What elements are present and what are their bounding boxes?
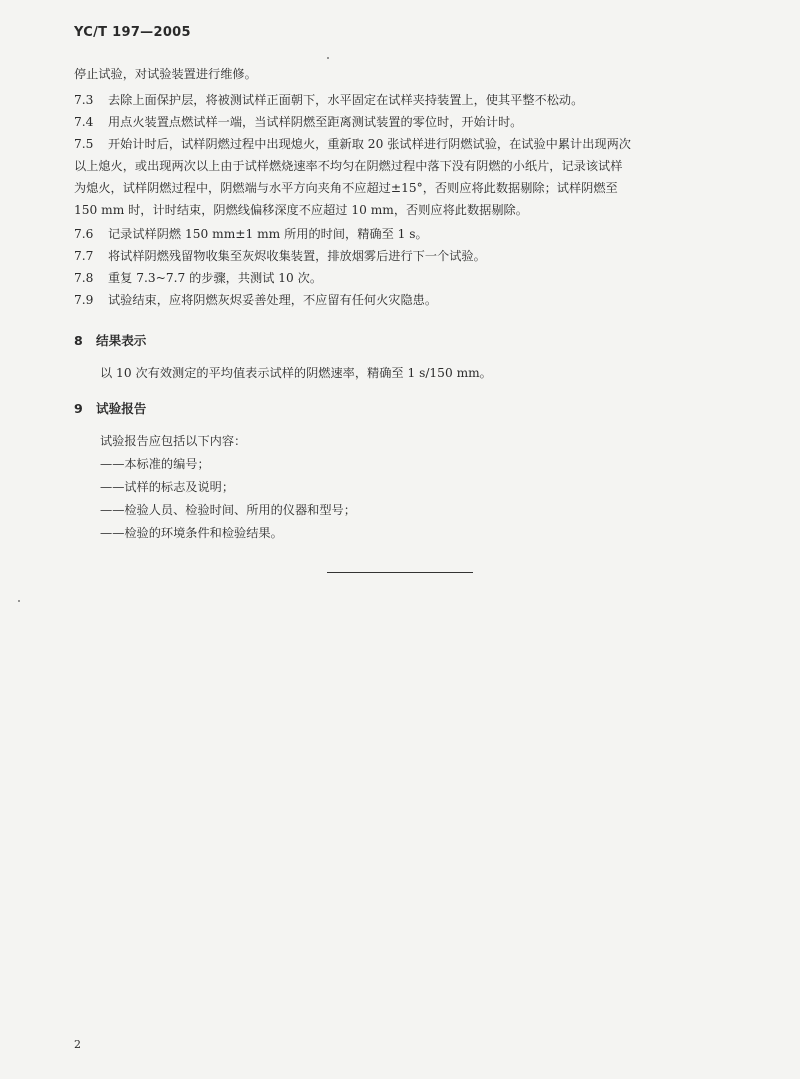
clause-number: 7.7 xyxy=(74,249,94,263)
section-title: 结果表示 xyxy=(96,333,147,348)
clause-7-5-line-2: 以上熄火，或出现两次以上由于试样燃烧速率不均匀在阴燃过程中落下没有阴燃的小纸片，记录该试样 xyxy=(74,159,623,173)
page-number: 2 xyxy=(74,1038,81,1051)
section-number: 9 xyxy=(74,401,83,416)
clause-7-5-line-4: 150 mm 时，计时结束，阴燃线偏移深度不应超过 10 mm，否则应将此数据剔除。 xyxy=(74,203,528,217)
section-number: 8 xyxy=(74,333,83,348)
clause-text: 用点火装置点燃试样一端，当试样阴燃至距离测试装置的零位时，开始计时。 xyxy=(108,115,523,129)
clause-7-4 xyxy=(74,111,734,133)
scan-speck xyxy=(18,600,20,602)
clause-number: 7.4 xyxy=(74,115,94,129)
section-title: 试验报告 xyxy=(96,401,147,416)
report-item: ——检验的环境条件和检验结果。 xyxy=(100,526,283,540)
clause-number: 7.3 xyxy=(74,93,94,107)
clause-text: 去除上面保护层，将被测试样正面朝下，水平固定在试样夹持装置上，使其平整不松动。 xyxy=(108,93,584,107)
section-8-text: 以 10 次有效测定的平均值表示试样的阴燃速率，精确至 1 s/150 mm。 xyxy=(100,366,492,380)
clause-text: 开始计时后，试样阴燃过程中出现熄火，重新取 20 张试样进行阴燃试验，在试验中累计出现两次 xyxy=(108,137,631,151)
clause-text: 记录试样阴燃 150 mm±1 mm 所用的时间，精确至 1 s。 xyxy=(108,227,428,241)
section-8-heading xyxy=(74,330,146,349)
clause-text: 将试样阴燃残留物收集至灰烬收集装置，排放烟雾后进行下一个试验。 xyxy=(108,249,486,263)
clause-7-5-line-3: 为熄火，试样阴燃过程中，阴燃端与水平方向夹角不应超过±15°，否则应将此数据剔除；试样阴燃至 xyxy=(74,181,618,195)
standard-number-header: YC/T 197—2005 xyxy=(74,25,191,40)
clause-number: 7.5 xyxy=(74,137,94,151)
clause-number: 7.9 xyxy=(74,293,94,307)
clause-text: 重复 7.3~7.7 的步骤，共测试 10 次。 xyxy=(108,271,323,285)
clause-text: 试验结束，应将阴燃灰烬妥善处理，不应留有任何火灾隐患。 xyxy=(108,293,438,307)
clause-7-7 xyxy=(74,245,734,267)
clause-7-9 xyxy=(74,289,734,311)
clause-number: 7.6 xyxy=(74,227,94,241)
clause-7-8 xyxy=(74,267,734,289)
clause-7-5 xyxy=(74,133,734,155)
report-item: ——试样的标志及说明； xyxy=(100,480,235,494)
report-item: ——本标准的编号； xyxy=(100,457,210,471)
report-item: ——检验人员、检验时间、所用的仪器和型号； xyxy=(100,503,356,517)
end-rule xyxy=(327,572,473,573)
scan-speck xyxy=(327,57,329,59)
clause-number: 7.8 xyxy=(74,271,94,285)
section-9-heading xyxy=(74,398,146,417)
clause-7-6 xyxy=(74,223,734,245)
clause-7-3 xyxy=(74,89,734,111)
section7-continuation: 停止试验，对试验装置进行维修。 xyxy=(74,67,257,81)
report-intro: 试验报告应包括以下内容： xyxy=(100,434,247,448)
